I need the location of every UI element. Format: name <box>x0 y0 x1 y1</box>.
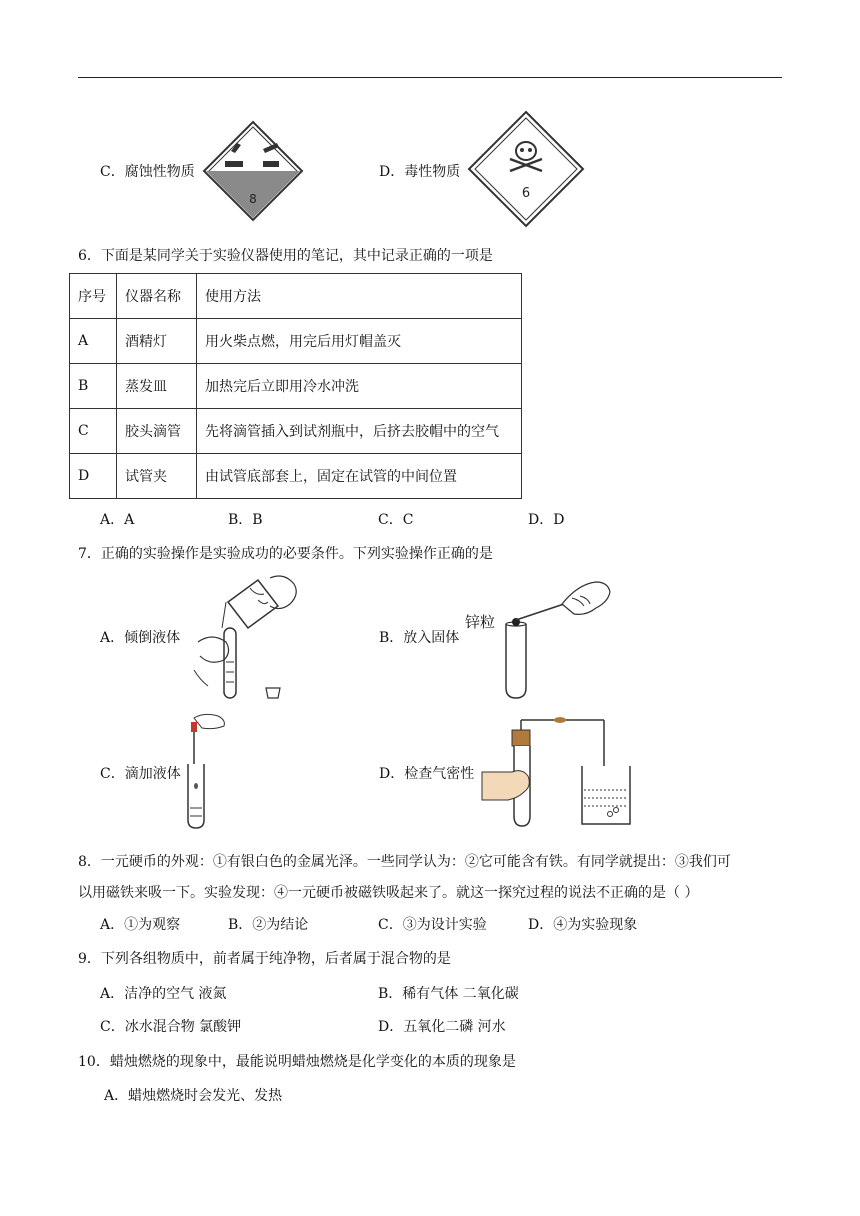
q10-option-a: A．蜡烛燃烧时会发光、发热 <box>104 1088 283 1104</box>
q8-stem-line1: 8．一元硬币的外观：①有银白色的金属光泽。一些同学认为：②它可能含有铁。有同学就提出：③我们可 <box>78 854 731 870</box>
airtightness-check-illustration <box>480 716 640 830</box>
dropping-liquid-illustration <box>184 712 234 834</box>
q8-stem-line2: 以用磁铁来吸一下。实验发现：④一元硬币被磁铁吸起来了。就这一探究过程的说法不正确的是（ ） <box>78 885 699 901</box>
placing-solid-illustration <box>500 572 612 700</box>
table-row <box>70 364 522 409</box>
q5-option-c: C．腐蚀性物质 <box>100 164 195 180</box>
pouring-liquid-illustration <box>188 572 303 704</box>
q9-option-b: B．稀有气体 二氧化碳 <box>378 986 519 1002</box>
table-cell: 由试管底部套上，固定在试管的中间位置 <box>197 454 522 499</box>
q9-stem: 9．下列各组物质中，前者属于纯净物，后者属于混合物的是 <box>78 951 451 967</box>
table-row <box>70 454 522 499</box>
table-cell: B <box>70 364 117 409</box>
table-cell: D <box>70 454 117 499</box>
q6-option-b: B．B <box>228 512 263 528</box>
q9-option-c: C．冰水混合物 氯酸钾 <box>100 1019 242 1035</box>
q7-option-a: A．倾倒液体 <box>100 630 181 646</box>
q7-stem: 7．正确的实验操作是实验成功的必要条件。下列实验操作正确的是 <box>78 546 493 562</box>
table-header-cell: 使用方法 <box>197 274 522 319</box>
q6-option-d: D．D <box>528 512 565 528</box>
q8-option-d: D．④为实验现象 <box>528 917 638 933</box>
table-cell: 酒精灯 <box>117 319 197 364</box>
table-cell: 试管夹 <box>117 454 197 499</box>
q6-option-a: A．A <box>100 512 135 528</box>
table-row <box>70 319 522 364</box>
q7-option-c: C．滴加液体 <box>100 766 181 782</box>
q10-stem: 10．蜡烛燃烧的现象中，最能说明蜡烛燃烧是化学变化的本质的现象是 <box>78 1054 516 1070</box>
q9-option-d: D．五氧化二磷 河水 <box>378 1019 506 1035</box>
header-rule <box>78 77 782 78</box>
table-cell: 胶头滴管 <box>117 409 197 454</box>
q6-option-c: C．C <box>378 512 414 528</box>
table-cell: 用火柴点燃，用完后用灯帽盖灭 <box>197 319 522 364</box>
table-header-cell: 仪器名称 <box>117 274 197 319</box>
q7-option-b: B．放入固体 <box>379 630 460 646</box>
table-cell: 蒸发皿 <box>117 364 197 409</box>
table-header-row <box>70 274 522 319</box>
table-cell: 先将滴管插入到试剂瓶中，后挤去胶帽中的空气 <box>197 409 522 454</box>
q8-option-a: A．①为观察 <box>100 917 181 933</box>
corrosive-hazard-sign-icon <box>203 121 303 221</box>
corrosive-sign-number: 8 <box>249 192 257 206</box>
table-header-cell: 序号 <box>70 274 117 319</box>
q8-option-c: C．③为设计实验 <box>378 917 487 933</box>
table-cell: C <box>70 409 117 454</box>
zinc-granule-label: 锌粒 <box>465 613 496 631</box>
toxic-sign-number: 6 <box>521 186 531 201</box>
q9-option-a: A．洁净的空气 液氮 <box>100 986 227 1002</box>
q6-stem: 6．下面是某同学关于实验仪器使用的笔记，其中记录正确的一项是 <box>78 248 493 264</box>
toxic-hazard-sign-icon <box>468 111 584 227</box>
instrument-table <box>69 273 522 499</box>
table-cell: A <box>70 319 117 364</box>
q8-option-b: B．②为结论 <box>228 917 309 933</box>
q5-option-d: D．毒性物质 <box>379 164 461 180</box>
table-row <box>70 409 522 454</box>
q7-option-d: D．检查气密性 <box>379 766 475 782</box>
table-cell: 加热完后立即用冷水冲洗 <box>197 364 522 409</box>
